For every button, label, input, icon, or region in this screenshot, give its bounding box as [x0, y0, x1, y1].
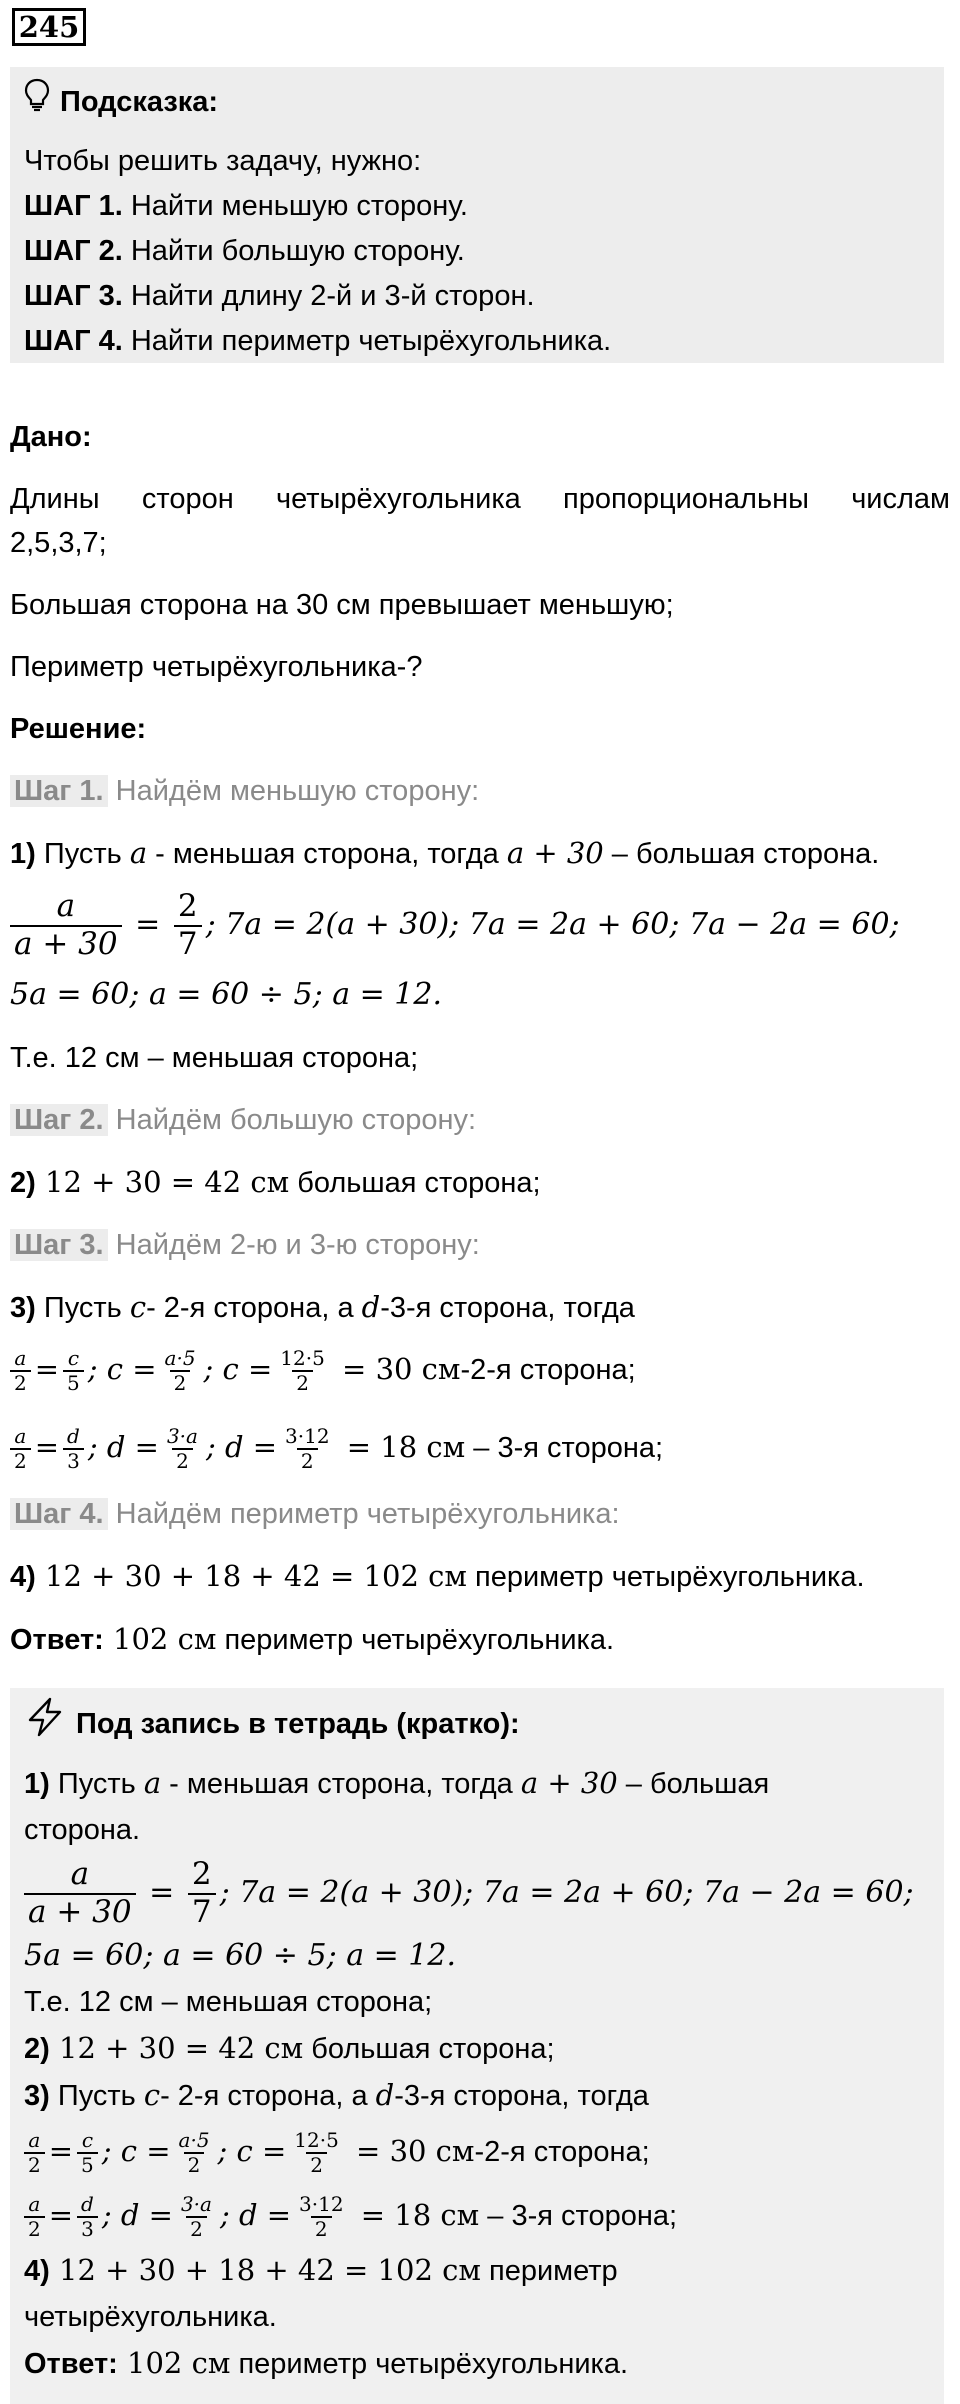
step-4-heading: Шаг 4. Найдём периметр четырёхугольника: [10, 1492, 950, 1536]
step-3-heading: Шаг 3. Найдём 2-ю и 3-ю сторону: [10, 1223, 950, 1267]
hint-header [24, 79, 930, 125]
notebook-box [10, 1688, 944, 2404]
note-line-2: 2) 12 + 30 = 42 см большая сторона; [24, 2031, 555, 2065]
hint-intro: Чтобы решить задачу, нужно: [24, 145, 422, 177]
note-equation-1: $\frac{a}{a + 30}$ = $\frac{2}{7}$ ; 7a = 2(a + 30); 7a = 2a + 60; 7a − 2a = 60; [24, 1853, 930, 1933]
hint-title: Подсказка: [60, 85, 219, 118]
conclusion-1: Т.е. 12 см – меньшая сторона; [10, 1042, 419, 1074]
step-1-heading: Шаг 1. Найдём меньшую сторону: [10, 769, 950, 813]
given-line-1b: 2,5,3,7; [10, 527, 107, 559]
given-line-2: Большая сторона на 30 см превышает меньшую; [10, 589, 674, 621]
task-number: 245 [12, 8, 86, 46]
note-conclusion-1: Т.е. 12 см – меньшая сторона; [24, 1986, 433, 2018]
note-equation-c: $\frac{a}{2}$ = $\frac{c}{5}$ ; c = $\frac{a\cdot 5}{2}$ ; c = $\frac{12\cdot 5}{2}$ = 30 см-2-я сторона; [24, 2119, 930, 2183]
note-line-1: 1) Пусть a - меньшая сторона, тогда a + 30 – большая [24, 1766, 770, 1800]
solution-body [10, 415, 950, 1662]
note-equation-2: 5a = 60; a = 60 ÷ 5; a = 12. [24, 1938, 457, 1973]
note-line-1b: сторона. [24, 1814, 141, 1846]
lightbulb-icon [24, 78, 60, 126]
note-line-3: 3) Пусть c- 2-я сторона, а d-3-я сторона, тогда [24, 2078, 649, 2112]
solution-line-1: 1) Пусть a - меньшая сторона, тогда a + 30 – большая сторона. [10, 836, 880, 870]
answer: Ответ: 102 см периметр четырёхугольника. [10, 1622, 615, 1656]
equation-c: $\frac{a}{2}$ = $\frac{c}{5}$ ; c = $\frac{a\cdot 5}{2}$ ; c = $\frac{12\cdot 5}{2}$ = 30 см-2-я сторона; [10, 1330, 950, 1408]
solution-line-2: 2) 12 + 30 = 42 см большая сторона; [10, 1165, 541, 1199]
solution-line-4: 4) 12 + 30 + 18 + 42 = 102 см периметр четырёхугольника. [10, 1559, 865, 1593]
notebook-header [24, 1696, 930, 1752]
equation-2: 5a = 60; a = 60 ÷ 5; a = 12. [10, 977, 443, 1012]
hint-step-3: ШАГ 3. Найти длину 2-й и 3-й сторон. [24, 280, 535, 312]
note-line-4b: четырёхугольника. [24, 2301, 277, 2333]
note-equation-d: $\frac{a}{2}$ = $\frac{d}{3}$ ; d = $\frac{3\cdot a}{2}$ ; d = $\frac{3\cdot 12}{2}$ = 18 см – 3-я сторона; [24, 2183, 930, 2247]
hint-step-2: ШАГ 2. Найти большую сторону. [24, 235, 465, 267]
equation-d: $\frac{a}{2}$ = $\frac{d}{3}$ ; d = $\frac{3\cdot a}{2}$ ; d = $\frac{3\cdot 12}{2}$ = 18 см – 3-я сторона; [10, 1408, 950, 1486]
equation-1: $\frac{a}{a + 30}$ = $\frac{2}{7}$ ; 7a = 2(a + 30); 7a = 2a + 60; 7a − 2a = 60; [10, 880, 950, 970]
hint-step-4: ШАГ 4. Найти периметр четырёхугольника. [24, 325, 612, 357]
note-line-4: 4) 12 + 30 + 18 + 42 = 102 см периметр [24, 2253, 618, 2287]
lightning-icon [24, 1696, 76, 1752]
solution-title: Решение: [10, 713, 147, 745]
hint-step-1: ШАГ 1. Найти меньшую сторону. [24, 190, 468, 222]
step-2-heading: Шаг 2. Найдём большую сторону: [10, 1098, 950, 1142]
hint-box [10, 67, 944, 363]
solution-line-3: 3) Пусть c- 2-я сторона, а d-3-я сторона, тогда [10, 1290, 635, 1324]
given-line-1: Длины сторон четырёхугольника пропорциональны числам [10, 483, 950, 515]
notebook-title: Под запись в тетрадь (кратко): [76, 1708, 520, 1740]
note-answer: Ответ: 102 см периметр четырёхугольника. [24, 2346, 629, 2380]
given-title: Дано: [10, 421, 92, 453]
given-line-3: Периметр четырёхугольника-? [10, 651, 423, 683]
